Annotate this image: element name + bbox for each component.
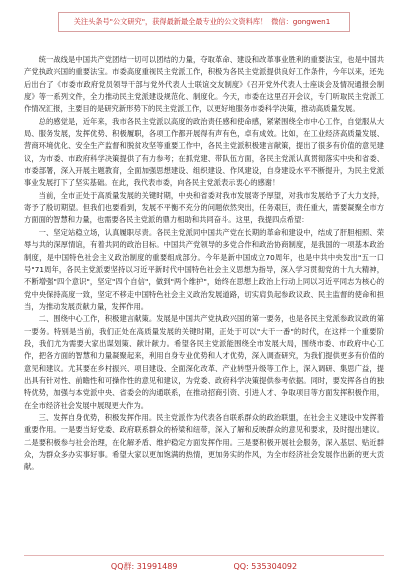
footer-qq: QQ: 535304092 xyxy=(233,561,298,571)
paragraph: 三、发挥自身优势，积极发挥作用。民主党派作为代表各自联系群众的政治联盟，在社会主义建设中发挥着重要作用。一是要当好党委、政府联系群众的桥梁和纽带，深入了解和反映群众的意见和要求，及时提出建议。二是要积极参与社会治理，在化解矛盾、维护稳定方面发挥作用。三是要积极开展社会服务，深入基层、贴近群众，为群众多办实事好事。希望大家以更加饱满的热情，更加务实的作风，为全市经济社会发展作出新的更大贡献。 xyxy=(24,412,384,472)
footer-qq-group: QQ群: 31991489 xyxy=(110,561,178,571)
paragraph: 总的感觉是，近年来，我市各民主党派以高度的政治责任感和使命感，紧紧围绕全市中心工作，自觉服从大局、服务发展，发挥优势、积极履职，各项工作都开展得有声有色，卓有成效。比如，在工业经济高质量发展、营商环境优化、安全生产监督和脱贫攻坚等重要工作中，各民主党派积极建言献策，提出了很多有价值的意见建议，为市委、市政府科学决策提供了有力参考；在抓党建、带队伍方面，各民主党派认真贯彻落实中央和省委、市委部署，深入开展主题教育，全面加强思想建设、组织建设、作风建设，自身建设水平不断提升，为民主党派事业发展打下了坚实基础。在此，我代表市委，向各民主党派表示衷心的感谢！ xyxy=(24,116,384,188)
paragraph: 统一战线是中国共产党团结一切可以团结的力量，夺取革命、建设和改革事业胜利的重要法宝，也是中国共产党执政兴国的重要法宝。市委高度重视民主党派工作，积极为各民主党派提供良好工作条件，今年以来，还先后出台了《市委市政府党员领导干部与党外代表人士联谊交友制度》《召开党外代表人士座谈会及情况通报会制度》等一系列文件，全力推动民主党派建设规范化、制度化。今天，市委在这里召开会议，专门听取民主党派工作情况汇报，主要目的是研究新形势下的民主党派工作，以更好地服务市委科学决策，推动高质量发展。 xyxy=(24,55,384,114)
banner-wechat: 微信：gongwen1 xyxy=(271,17,331,26)
paragraph: 二、围绕中心工作，积极建言献策。发展是中国共产党执政兴国的第一要务，也是各民主党派参政议政的第一要务。特别是当前，我们正处在高质量发展的关键时期，正处于可以"大干一番"的时代，在这样一个重要阶段，我们尤为需要大家出谋划策、献计献力。希望各民主党派能围绕全市发展大局，围绕市委、市政府中心工作，把各方面的智慧和力量凝聚起来，利用自身专业优势和人才优势，深入调查研究，为我们提供更多有价值的意见和建议。尤其要在乡村振兴、项目建设、全面深化改革、产业转型升级等工作上，深入调研、集思广益，提出具有针对性、前瞻性和可操作性的意见和建议，为党委、政府科学决策提供参考依据。同时，要发挥各自的独特优势，加强与本党派中央、省委会的沟通联系，在推动招商引资、引进人才、争取项目等方面发挥积极作用，在全市经济社会发展中展现更大作为。 xyxy=(24,314,384,410)
banner-text: 关注头条号"公文研究"，获得最新最全最专业的公文资料库！ xyxy=(73,17,268,26)
paragraph: 当前，全市正处于高质量发展的关键时期，中央和省委对我市发展寄予厚望，对我市发展给予了大力支持，寄予了殷切期望。但我们也要看到，发展不平衡不充分的问题依然突出，任务艰巨，责任重大，需要凝聚全市方方面面的智慧和力量，也需要各民主党派的鼎力相助和共同奋斗。这里，我提四点希望： xyxy=(24,190,384,225)
footer xyxy=(0,558,408,574)
footer-divider xyxy=(24,555,384,556)
top-banner xyxy=(58,12,350,32)
paragraph: 一、坚定站稳立场，认真履职尽责。各民主党派同中国共产党在长期的革命和建设中，结成了肝胆相照、荣辱与共的深厚情谊，有着共同的政治目标。中国共产党领导的多党合作和政治协商制度，是我国的一项基本政治制度，是中国特色社会主义政治制度的重要组成部分。今年是新中国成立70周年，也是中共中央发出"五一口号"71周年，各民主党派要坚持以习近平新时代中国特色社会主义思想为指导，深入学习贯彻党的十九大精神，不断增强"四个意识"，坚定"四个自信"，做到"两个维护"，始终在思想上政治上行动上同以习近平同志为核心的党中央保持高度一致，坚定不移走中国特色社会主义政治发展道路，切实肩负起参政议政、民主监督的使命和担当，为推动发展贡献力量，发挥作用。 xyxy=(24,227,384,311)
document-body xyxy=(24,54,384,550)
